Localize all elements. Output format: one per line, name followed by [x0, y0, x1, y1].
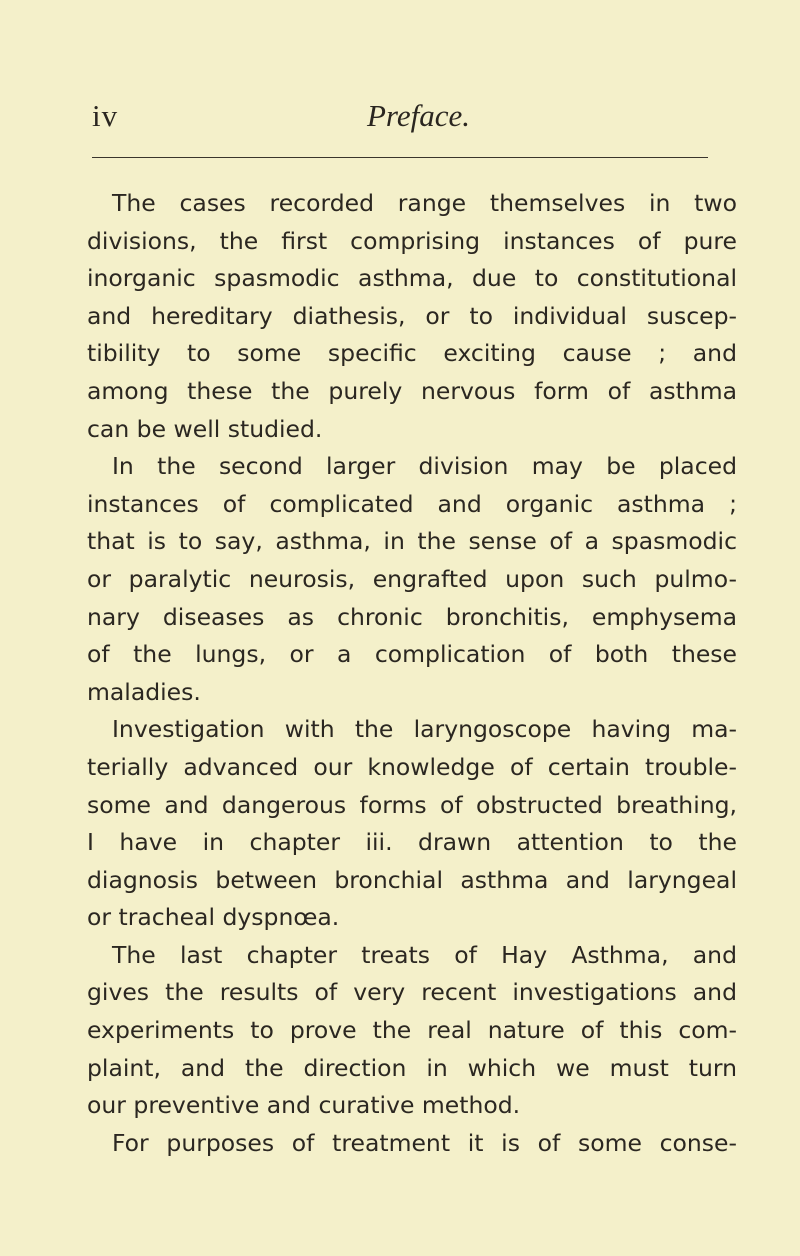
- text-line: experiments to prove the real nature of this com-: [87, 1016, 737, 1045]
- page-header: [0, 98, 800, 148]
- paragraph: [87, 937, 737, 1125]
- header-rule: [92, 157, 708, 158]
- text-line: among these the purely nervous form of asthma: [87, 376, 737, 405]
- text-line: or tracheal dyspnœa.: [87, 903, 340, 932]
- page-number: iv: [92, 98, 119, 133]
- text-line: I have in chapter iii. drawn attention to the: [87, 828, 737, 857]
- text-line: The last chapter treats of Hay Asthma, and: [112, 940, 737, 969]
- preface-body: [87, 185, 737, 1162]
- paragraph: [87, 448, 737, 711]
- text-line: In the second larger division may be placed: [112, 452, 737, 481]
- text-line: The cases recorded range themselves in two: [112, 189, 737, 217]
- text-line: divisions, the first comprising instances of pure: [87, 226, 737, 255]
- paragraph: [87, 1125, 737, 1163]
- text-line: Investigation with the laryngoscope having ma-: [112, 715, 737, 744]
- paragraph: [87, 185, 737, 448]
- text-line: of the lungs, or a complication of both these: [87, 640, 737, 669]
- text-line: inorganic spasmodic asthma, due to constitutional: [87, 264, 737, 293]
- running-title: Preface.: [367, 98, 470, 133]
- text-line: or paralytic neurosis, engrafted upon such pulmo-: [87, 564, 737, 593]
- text-line: terially advanced our knowledge of certain trouble-: [87, 752, 737, 781]
- paragraph: [87, 711, 737, 937]
- text-line: some and dangerous forms of obstructed breathing,: [87, 790, 737, 819]
- text-line: instances of complicated and organic asthma ;: [87, 489, 737, 518]
- text-line: gives the results of very recent investigations and: [87, 978, 737, 1007]
- text-line: diagnosis between bronchial asthma and laryngeal: [87, 865, 737, 894]
- text-line: and hereditary diathesis, or to individual suscep-: [87, 301, 737, 330]
- text-line: nary diseases as chronic bronchitis, emphysema: [87, 602, 737, 631]
- text-line: can be well studied.: [87, 414, 323, 443]
- text-line: For purposes of treatment it is of some conse-: [112, 1128, 737, 1157]
- text-line: maladies.: [87, 677, 201, 706]
- text-line: that is to say, asthma, in the sense of a spasmodic: [87, 527, 737, 556]
- text-line: tibility to some specific exciting cause ; and: [87, 339, 737, 368]
- text-line: plaint, and the direction in which we must turn: [87, 1053, 737, 1082]
- text-line: our preventive and curative method.: [87, 1091, 521, 1120]
